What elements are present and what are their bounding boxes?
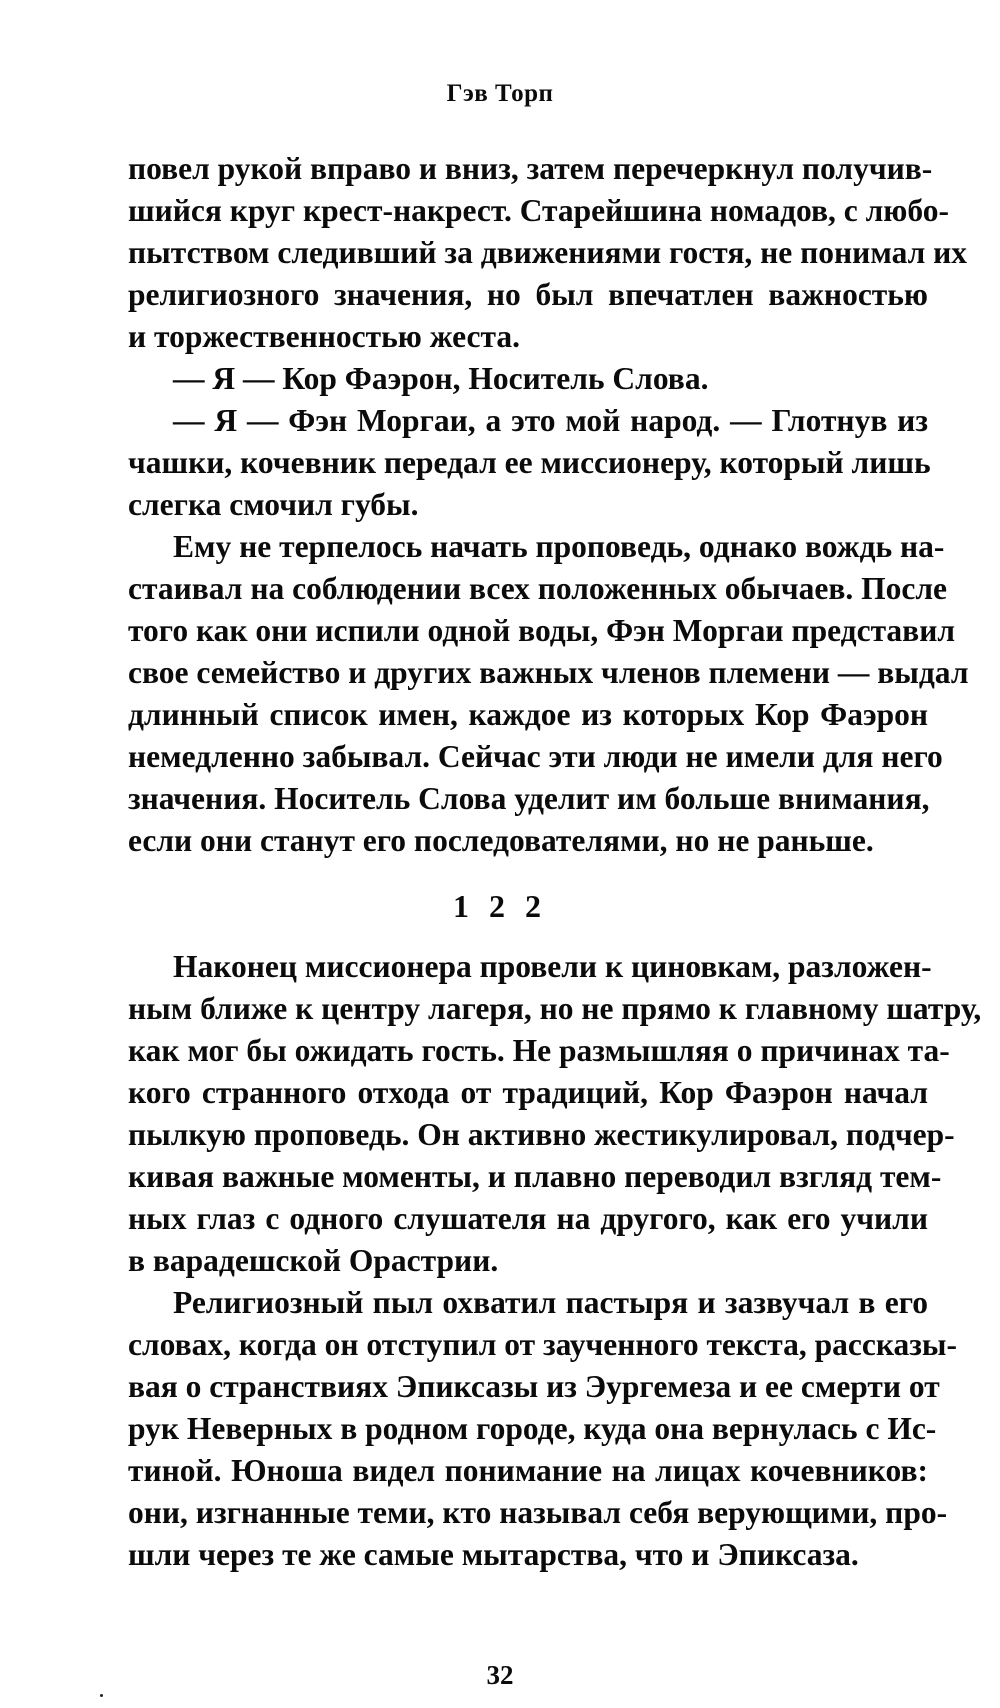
text-line: рук Неверных в родном городе, куда она вернулась с Ис- <box>128 1411 937 1446</box>
text-line: немедленно забывал. Сейчас эти люди не имели для него <box>128 739 943 774</box>
text-line: шийся круг крест-накрест. Старейшина номадов, с любо- <box>128 193 949 228</box>
text-line: слегка смочил губы. <box>128 487 419 522</box>
text-line: ных глаз с одного слушателя на другого, как его учили <box>128 1201 928 1236</box>
text-line: стаивал на соблюдении всех положенных обычаев. После <box>128 571 947 606</box>
text-line: повел рукой вправо и вниз, затем перечеркнул получив- <box>128 151 933 186</box>
text-line: как мог бы ожидать гость. Не размышляя о причинах та- <box>128 1033 950 1068</box>
text-line: словах, когда он отступил от заученного текста, рассказы- <box>128 1327 957 1362</box>
text-line: свое семейство и других важных членов племени — выдал <box>128 655 969 690</box>
text-line: пылкую проповедь. Он активно жестикулировал, подчер- <box>128 1117 955 1152</box>
text-line: тиной. Юноша видел понимание на лицах кочевников: <box>128 1453 928 1488</box>
text-line: они, изгнанные теми, кто называл себя верующими, про- <box>128 1495 948 1530</box>
chapter-number: 1 2 2 <box>453 888 547 924</box>
text-line: пытством следивший за движениями гостя, не понимал их <box>128 235 968 270</box>
scan-speck <box>100 1694 103 1697</box>
text-line: если они станут его последователями, но не раньше. <box>128 823 874 858</box>
text-line: шли через те же самые мытарства, что и Эпиксаза. <box>128 1537 859 1572</box>
text-block-before-chapter <box>128 148 969 862</box>
running-head-author: Гэв Торп <box>446 80 554 107</box>
page-number: 32 <box>486 1660 514 1690</box>
paragraph-first-line: Ему не терпелось начать проповедь, однако вождь на- <box>173 529 945 564</box>
paragraph-first-line: Наконец миссионера провели к циновкам, разложен- <box>173 949 932 984</box>
text-line: кого странного отхода от традиций, Кор Фаэрон начал <box>128 1075 928 1110</box>
paragraph-first-line: Религиозный пыл охватил пастыря и зазвучал в его <box>173 1285 928 1320</box>
text-line: кивая важные моменты, и плавно переводил взгляд тем- <box>128 1159 942 1194</box>
dialogue-line: — Я — Фэн Моргаи, а это мой народ. — Глотнув из <box>173 403 928 438</box>
text-line: в варадешской Орастрии. <box>128 1243 499 1278</box>
text-line: ным ближе к центру лагеря, но не прямо к главному шатру, <box>128 991 982 1026</box>
text-line: вая о странствиях Эпиксазы из Эургемеза и ее смерти от <box>128 1369 940 1404</box>
text-line: значения. Носитель Слова уделит им больше внимания, <box>128 781 930 816</box>
text-line: религиозного значения, но был впечатлен важностью <box>128 277 928 312</box>
text-line: чашки, кочевник передал ее миссионеру, который лишь <box>128 445 931 480</box>
text-block-after-chapter <box>128 946 982 1576</box>
dialogue-line: — Я — Кор Фаэрон, Носитель Слова. <box>173 361 709 396</box>
text-line: и торжественностью жеста. <box>128 319 520 354</box>
text-line: того как они испили одной воды, Фэн Моргаи представил <box>128 613 956 648</box>
text-line: длинный список имен, каждое из которых Кор Фаэрон <box>128 697 928 732</box>
